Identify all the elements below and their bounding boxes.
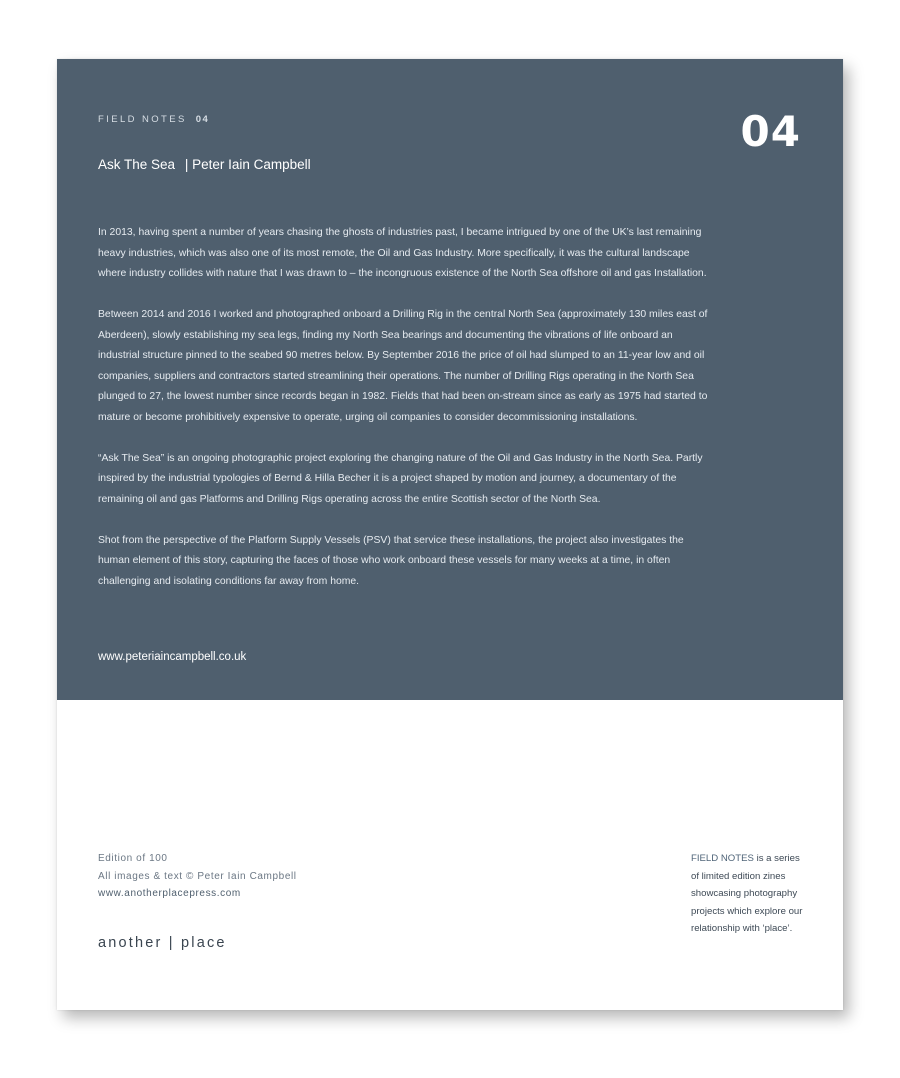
zine-page xyxy=(57,59,843,1010)
publisher-logo-text: another | place xyxy=(98,935,227,951)
series-issue-number: 04 xyxy=(195,114,210,125)
blurb-line-2: of limited edition zines xyxy=(691,870,786,882)
author-website-link[interactable]: www.peteriaincampbell.co.uk xyxy=(98,651,247,663)
edition-info: Edition of 100 xyxy=(98,853,168,864)
author-name: Peter Iain Campbell xyxy=(192,157,311,172)
body-text xyxy=(98,223,708,613)
blurb-line-4: projects which explore our xyxy=(691,905,803,917)
header-panel xyxy=(57,59,843,700)
blurb-line-1-rest: is a series xyxy=(753,853,800,864)
series-kicker xyxy=(98,114,209,125)
series-description xyxy=(691,850,831,938)
blurb-line-1 xyxy=(691,850,831,868)
body-paragraph-1: In 2013, having spent a number of years chasing the ghosts of industries past, I became intrigued by one of the UK’s last remaining heavy industries, which was also one of its most remote, the Oil and Gas Industry. More specifically, it was the cultural landscape where industry collides with nature that I was drawn to – the incongruous existence of the North Sea offshore oil and gas Installation. xyxy=(98,227,707,279)
blurb-line-5: relationship with ‘place’. xyxy=(691,923,793,934)
body-paragraph-3: “Ask The Sea” is an ongoing photographic project exploring the changing nature of the Oil and Gas Industry in the North Sea. Partly inspired by the industrial typologies of Bernd & Hilla Becher it is a project shaped by motion and journey, a documentary of the remaining oil and gas Platforms and Drilling Rigs operating across the entire Scottish sector of the North Sea. xyxy=(98,452,703,505)
copyright-credits: All images & text © Peter Iain Campbell xyxy=(98,870,297,882)
colophon xyxy=(98,850,297,903)
publisher-website-link[interactable]: www.anotherplacepress.com xyxy=(98,888,241,899)
blurb-line-3: showcasing photography xyxy=(691,888,798,899)
project-title: Ask The Sea xyxy=(98,157,176,172)
issue-number-large: 04 xyxy=(740,107,801,156)
blurb-series-name: FIELD NOTES xyxy=(691,853,754,864)
body-paragraph-2: Between 2014 and 2016 I worked and photographed onboard a Drilling Rig in the central North Sea (approximately 130 miles east of Aberdeen), slowly establishing my sea legs, finding my North Sea bearings and documenting the vibrations of life onboard an industrial structure pinned to the seabed 90 metres below. By September 2016 the price of oil had slumped to an 11-year low and oil companies, suppliers and contractors started streamlining their operations. The number of Drilling Rigs operating in the North Sea plunged to 27, the lowest number since records began in 1982. Fields that had been on-stream since as early as 1975 had started to mature or become prohibitively expensive to operate, urging oil companies to consider decommissioning installations. xyxy=(98,309,708,423)
body-paragraph-4: Shot from the perspective of the Platform Supply Vessels (PSV) that service these installations, the project also investigates the human element of this story, capturing the faces of those who work onboard these vessels for many weeks at a time, in often challenging and isolating conditions far away from home. xyxy=(98,534,684,587)
project-title-line xyxy=(98,157,311,172)
title-separator: | xyxy=(184,157,189,172)
series-label: FIELD NOTES xyxy=(98,114,187,125)
